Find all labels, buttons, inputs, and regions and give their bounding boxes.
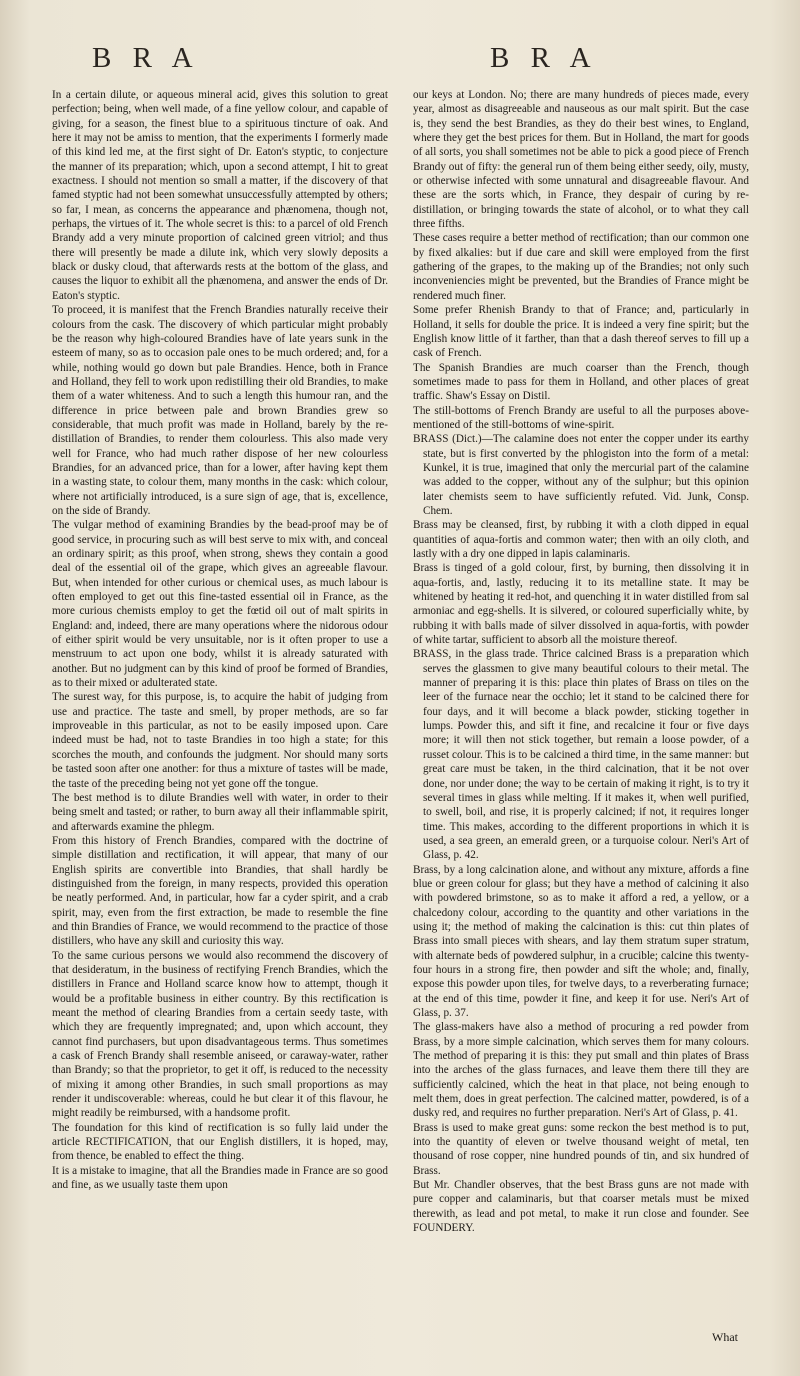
page-header	[0, 42, 800, 82]
paragraph: Brass may be cleansed, first, by rubbing it with a cloth dipped in equal quantities of aqua-fortis and common water; then with an oily cloth, and lastly with a dry one dipped in lapis calaminaris.	[413, 519, 749, 560]
paragraph: The surest way, for this purpose, is, to acquire the habit of judging from use and practice. The taste and smell, by proper methods, are so far improveable in this particular, as not to be easily imposed upon. Care indeed must be had, not to taste Brandies in too high a state; for this scorches the mouth, and confounds the judgment. Nor should many sorts be tasted soon after one another: for thus a mixture of tastes will be made, the taste of the preceding being not yet gone off the tongue.	[52, 691, 388, 790]
entry-brass-dict: BRASS (Dict.)—The calamine does not enter the copper under its earthy state, but is first converted by the phlogiston into the form of a metal: Kunkel, it is true, imagined that only the mercurial part of the calamine was added to the copper, without any of the sulphur; but this opinion later chemists seem to have sufficiently refuted. Vid. Junk, Consp. Chem.	[413, 433, 749, 517]
paragraph: From this history of French Brandies, compared with the doctrine of simple distillation and rectification, it will appear, that many of our English spirits are convertible into Brandies, that shall hardly be distinguished from the foreign, in many respects, provided this operation be neatly performed. And, in particular, how far a cyder spirit, and a crab spirit, may, even from the first extraction, be made to resemble the fine and thin Brandies of France, we would recommend to the practice of those distillers, who have any skill and curiosity this way.	[52, 834, 388, 948]
paragraph: In a certain dilute, or aqueous mineral acid, gives this solution to great perfection; being, when well made, of a fine yellow colour, and capable of giving, for a season, the finest blue to a spirituous tincture of oak. And here it may not be amiss to mention, that the experiments I formerly made of this kind led me, at the first sight of Dr. Eaton's styptic, to conjecture the manner of its preparation; which, upon a second attempt, I hit to great exactness. I should not mention so small a matter, if the discovery of that famed styptic had not been somewhat unsuccessfully attempted by others; so far, I mean, as concerns the appearance and phænomena, though not, perhaps, the virtues of it. The whole secret is this: to a parcel of old French Brandy add a very minute proportion of calcined green vitriol; and thus there will presently be made a dilute ink, which very slowly deposits a black or dusky cloud, that afterwards rests at the bottom of the glass, and causes the liquor to exhibit all the phænomena, and answer the ends of Dr. Eaton's styptic.	[52, 89, 388, 302]
right-column	[413, 88, 749, 1236]
running-head-right: B R A	[490, 42, 598, 74]
paragraph: our keys at London. No; there are many hundreds of pieces made, every year, almost as disagreeable and nauseous as our malt spirit. But the case is, they send the best Brandies, as they do their best wines, to England, where they get the best prices for them. But in Holland, the mart for goods of all sorts, you shall sometimes not be able to pick a good piece of French Brandy out of fifty: the general run of them being either seedy, oily, musty, or otherwise infected with some unnatural and disagreeable flavour. And these are the sorts which, in France, they despair of curing by re-distillation, or bringing towards the state of alcohol, or to what they call three fifths.	[413, 89, 749, 231]
catchword: What	[712, 1330, 738, 1344]
paragraph: To proceed, it is manifest that the French Brandies naturally receive their colours from the cask. The discovery of which particular might probably be the reason why high-coloured Brandies have of late years sunk in the esteem of many, so as to occasion pale ones to be much ordered; and, for a while, nothing would go down but pale Brandies. Hence, both in France and Holland, they fell to work upon redistilling their old Brandies, to make them of a water whiteness. And to such a length this humour ran, and the difference in price between pale and brown Brandies grew so considerable, that much profit was made in Holland, barely by the re-distillation of Brandies, to render them colourless. This also made very well for France, who had much rather dispose of her new colourless Brandies, for an advanced price, than for a lower, after having kept them in a wasting state, to colour them, many months in the cask: which colour, where not artificially introduced, is a sure sign of age, that is, excellence, on the side of Brandy.	[52, 304, 388, 517]
paragraph: The still-bottoms of French Brandy are useful to all the purposes above-mentioned of the still-bottoms of wine-spirit.	[413, 404, 749, 431]
paragraph: Brass is used to make great guns: some reckon the best method is to put, into the quantity of eleven or twelve thousand weight of metal, ten thousand of rose copper, nine hundred pounds of tin, and six hundred of Brass.	[413, 1121, 749, 1177]
running-head-left: B R A	[92, 42, 200, 74]
paragraph: Brass is tinged of a gold colour, first, by burning, then dissolving it in aqua-fortis, and, lastly, reducing it to its metalline state. It may be whitened by heating it red-hot, and quenching it in water distilled from sal armoniac and egg-shells. It is silvered, or coloured superficially white, by rubbing it with balls made of silver dissolved in aqua-fortis, with powder of white tartar, sufficient to absorb all the moisture thereof.	[413, 562, 749, 647]
paragraph: These cases require a better method of rectification; than our common one by fixed alkalies: but if due care and skill were employed from the first gathering of the grapes, to the making up of the Brandies; not only such inconveniencies might be prevented, but the Brandies of France might be rendered much finer.	[413, 232, 749, 302]
paragraph: The best method is to dilute Brandies well with water, in order to their being smelt and tasted; or rather, to burn away all their inflammable spirit, and afterwards examine the phlegm.	[52, 791, 388, 833]
left-column	[52, 88, 388, 1192]
paragraph: The Spanish Brandies are much coarser than the French, though sometimes made to pass for them in Holland, and other places of great traffic. Shaw's Essay on Distil.	[413, 361, 749, 403]
paragraph: Brass, by a long calcination alone, and without any mixture, affords a fine blue or green colour for glass; but they have a method of calcining it also with powdered brimstone, so as to make it afford a red, a yellow, or a chalcedony colour, according to the quantity and other variations in the using it; the method of making the calcination is this: cut thin plates of Brass into small pieces with shears, and lay them stratum super stratum, with alternate beds of powdered sulphur, in a crucible; calcine this twenty-four hours in a strong fire, then powder and sift the whole; and, finally, expose this powder upon tiles, for twelve days, to a reverberating furnace; at the end of this time, powder it fine, and keep it for use. Neri's Art of Glass, p. 37.	[413, 863, 749, 1019]
paragraph: Some prefer Rhenish Brandy to that of France; and, particularly in Holland, it sells for double the price. It is indeed a very fine spirit; but the English know little of it farther, than that a dash thereof serves to fill up a cask of French.	[413, 304, 749, 360]
entry-brass-glass-trade: BRASS, in the glass trade. Thrice calcined Brass is a preparation which serves the glassmen to give many beautiful colours to their metal. The manner of preparing it is this: place thin plates of Brass on tiles on the leer of the furnace near the occhio; let it stand to be calcined there for four days, and it will become a black powder, sticking together in lumps. Powder this, and sift it fine, and recalcine it four or five days more; it will then not stick together, but remain a loose powder, of a russet colour. This is to be calcined a third time, in the same manner: but great care must be taken, in the third calcination, that it be not over done, nor under done; the way to be certain of making it right, is to try it several times in glass while melting. If it makes it, when well purified, to swell, boil, and rise, it is properly calcined; if not, it requires longer time. This makes, according to the different proportions in which it is used, a sea green, an emerald green, or a turquoise colour. Neri's Art of Glass, p. 42.	[413, 648, 749, 862]
paragraph: To the same curious persons we would also recommend the discovery of that desideratum, in the business of rectifying French Brandies, which the distillers in France and Holland scarce know how to attempt, though it would be a profitable business in either country. By this rectification is meant the method of clearing Brandies from a certain seedy taste, with which they are frequently impregnated; and, upon which account, they cannot find purchasers, but upon disadvantageous terms. Thus sometimes a cask of French Brandy shall resemble aniseed, or caraway-water, rather than Brandy; so that the proprietor, to get it off, is reduced to the necessity of mixing it among other Brandies, in such small proportions as may render it undiscoverable: whereas, could he but clear it of this flavour, he might readily be reimbursed, with a handsome profit.	[52, 949, 388, 1120]
paragraph: But Mr. Chandler observes, that the best Brass guns are not made with pure copper and calaminaris, but that coarser metals must be mixed therewith, as lead and pot metal, to make it run close and founder. See FOUNDERY.	[413, 1179, 749, 1235]
paragraph: The foundation for this kind of rectification is so fully laid under the article RECTIFICATION, that our English distillers, it is hoped, may, from thence, be enabled to effect the thing.	[52, 1121, 388, 1163]
paragraph: The vulgar method of examining Brandies by the bead-proof may be of good service, in procuring such as will best serve to mix with, and conceal an ordinary spirit; as this proof, when strong, shews they contain a good deal of the essential oil of the grape, which gives an agreeable flavour. But, when intended for other curious or chemical uses, as much labour is often employed to get out this fine-tasted essential oil in France, as the more curious chemists employ to get the fœtid oil out of malt spirits in England: and, indeed, there are many operations where the nidorous odour of either spirit would be very unsuitable, nor is it often proper to use a menstruum to act upon one body, whilst it is already saturated with another. But no judgment can by this kind of proof be formed of Brandies, as to their mixed or adulterated state.	[52, 519, 388, 690]
paragraph: It is a mistake to imagine, that all the Brandies made in France are so good and fine, as we usually taste them upon	[52, 1164, 388, 1192]
paragraph: The glass-makers have also a method of procuring a red powder from Brass, by a more simple calcination, which serves them for many colours. The method of preparing it is this: they put small and thin plates of Brass into the arches of the glass furnaces, and leave them there till they are sufficiently calcined, which the heat in that place, not being enough to melt them, does in great perfection. The calcined matter, powdered, is of a dusky red, and requires no further preparation. Neri's Art of Glass, p. 41.	[413, 1021, 749, 1120]
